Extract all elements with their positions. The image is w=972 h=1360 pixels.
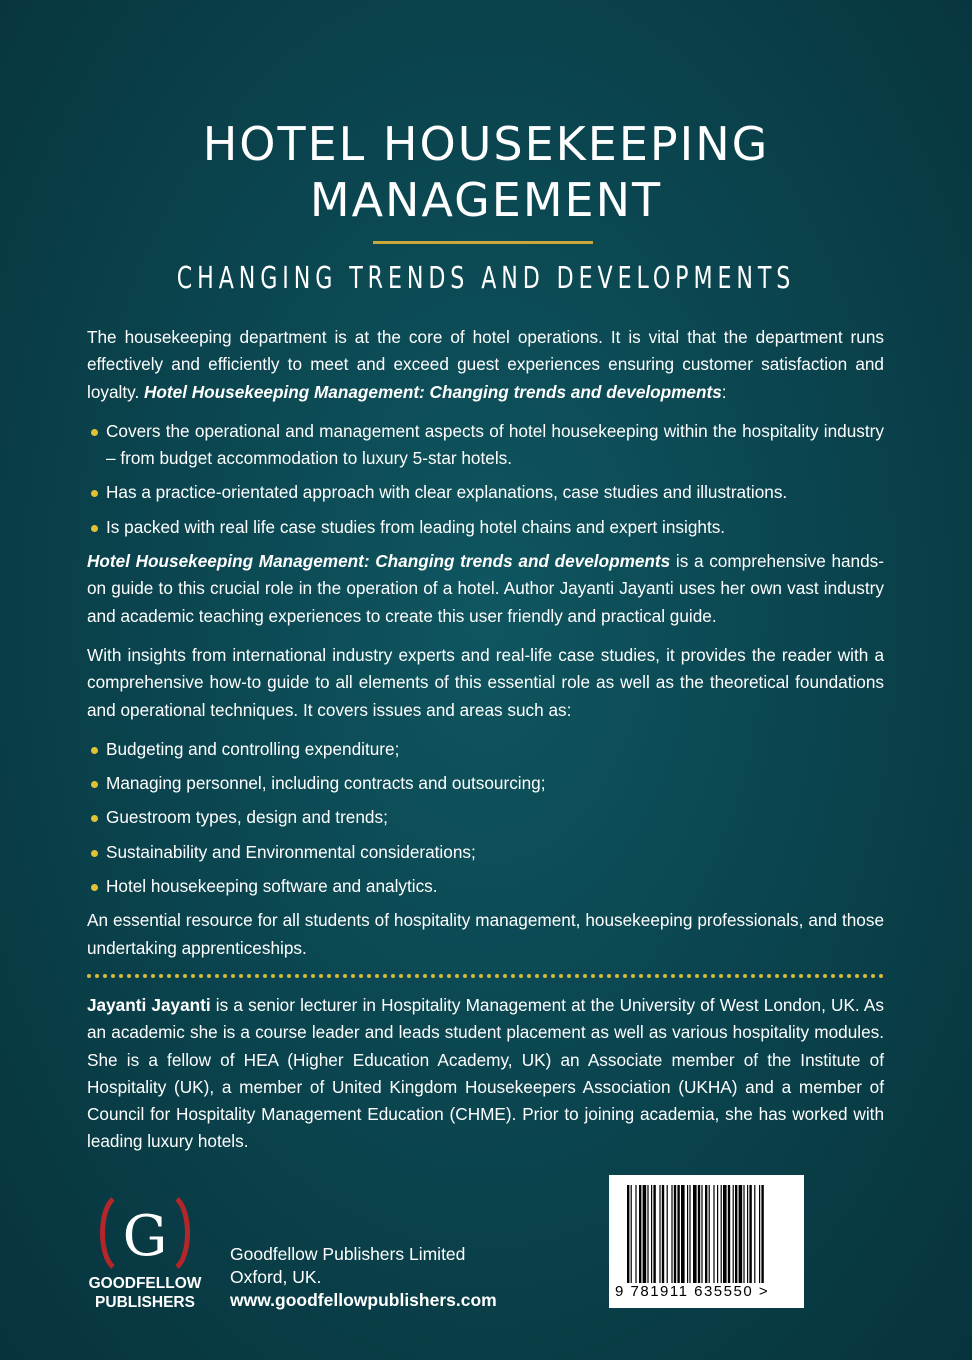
barcode-bar <box>733 1185 734 1283</box>
barcode-bar <box>743 1185 744 1283</box>
list-item-text: Is packed with real life case studies from leading hotel chains and expert insights. <box>106 516 726 537</box>
list-item-text: Covers the operational and management aspects of hotel housekeeping within the hospitality industry – from budget accommodation to luxury 5-star hotels. <box>106 420 884 469</box>
publisher-name: Goodfellow Publishers Limited <box>230 1244 466 1264</box>
author-bio <box>87 992 884 1156</box>
list-item-text: Managing personnel, including contracts and outsourcing; <box>106 773 546 794</box>
description-paragraph <box>87 548 884 630</box>
barcode-bar <box>687 1185 688 1283</box>
barcode-bar <box>671 1185 672 1283</box>
list-item <box>87 479 884 506</box>
svg-text:G: G <box>122 1204 168 1269</box>
coverage-paragraph: With insights from international industry experts and real-life case studies, it provides the reader with a comprehensive how-to guide to all elements of this essential role as well as the theoretical foundations and operational techniques. It covers issues and areas such as: <box>87 644 884 720</box>
topics-list <box>87 736 884 900</box>
isbn-digits: 9 781911 635550 > <box>615 1283 770 1300</box>
bullet-icon <box>91 490 98 497</box>
publisher-logo-icon <box>95 1197 195 1269</box>
publisher-website: www.goodfellowpublishers.com <box>230 1290 497 1310</box>
list-item-text: Hotel housekeeping software and analytics. <box>106 876 438 897</box>
book-title <box>0 116 972 228</box>
barcode-bar <box>705 1185 707 1283</box>
author-bio-text: is a senior lecturer in Hospitality Management at the University of West London, UK. As an academic she is a course leader and leads student placement as well as various hospitality modules. She is a fellow of HEA (Higher Education Academy, UK) an Associate member of the Institute of Hospitality (UK), a member of United Kingdom Housekeepers Association (UKHA) and a member of Council for Hospitality Management Education (CHME). Prior to joining academia, she has worked with leading luxury hotels. <box>87 994 884 1152</box>
intro-text: The housekeeping department is at the core of hotel operations. It is vital that the department runs effectively and efficiently to meet and exceed guest experiences ensuring customer satisfaction and loyalty. <box>87 327 884 402</box>
barcode-bar <box>681 1185 685 1283</box>
book-subtitle: CHANGING TRENDS AND DEVELOPMENTS <box>176 261 796 296</box>
list-item-text: Budgeting and controlling expenditure; <box>106 738 400 759</box>
barcode-bar <box>653 1185 655 1283</box>
barcode-bar <box>659 1185 660 1283</box>
bullet-icon <box>91 525 98 532</box>
bullet-icon <box>91 781 98 788</box>
barcode-bar <box>689 1185 690 1283</box>
publisher-location: Oxford, UK. <box>230 1267 322 1287</box>
title-divider <box>373 241 593 244</box>
barcode-bar <box>643 1185 647 1283</box>
publisher-logo-text <box>80 1274 210 1312</box>
barcode-bar <box>631 1185 632 1283</box>
logo-line-1: GOODFELLOW <box>88 1275 202 1292</box>
barcode-bar <box>709 1185 710 1283</box>
bullet-icon <box>91 747 98 754</box>
barcode-bar <box>639 1185 641 1283</box>
barcode-bar <box>747 1185 748 1283</box>
barcode-bar <box>761 1185 763 1283</box>
list-item <box>87 418 884 473</box>
barcode-bar <box>635 1185 636 1283</box>
description-book-title: Hotel Housekeeping Management: Changing trends and developments <box>87 551 671 572</box>
list-item <box>87 804 884 831</box>
dotted-divider <box>87 974 884 978</box>
barcode-bar <box>677 1185 679 1283</box>
barcode <box>609 1175 804 1308</box>
bullet-icon <box>91 884 98 891</box>
audience-paragraph: An essential resource for all students of hospitality management, housekeeping professionals, and those undertaking apprenticeships. <box>87 910 884 958</box>
list-item <box>87 736 884 763</box>
barcode-bar <box>759 1185 760 1283</box>
book-title-line-1: HOTEL HOUSEKEEPING <box>202 117 770 171</box>
list-item <box>87 514 884 541</box>
barcode-bar <box>647 1185 648 1283</box>
barcode-bar <box>674 1185 676 1283</box>
list-item-text: Sustainability and Environmental considerations; <box>106 841 476 862</box>
barcode-bar <box>693 1185 697 1283</box>
barcode-bar <box>721 1185 722 1283</box>
barcode-bar <box>651 1185 652 1283</box>
barcode-bar <box>754 1185 755 1283</box>
bullet-icon <box>91 815 98 822</box>
barcode-bar <box>698 1185 700 1283</box>
features-list <box>87 418 884 541</box>
barcode-bar <box>627 1185 629 1283</box>
publisher-info <box>230 1243 497 1312</box>
bullet-icon <box>91 429 98 436</box>
author-name: Jayanti Jayanti <box>87 994 211 1015</box>
intro-book-title: Hotel Housekeeping Management: Changing trends and developments <box>144 381 722 402</box>
barcode-bar <box>717 1185 718 1283</box>
intro-colon: : <box>721 381 727 402</box>
list-item-text: Has a practice-orientated approach with clear explanations, case studies and illustrations. <box>106 482 788 503</box>
barcode-bar <box>667 1185 668 1283</box>
barcode-bars <box>609 1175 804 1285</box>
list-item <box>87 873 884 900</box>
list-item <box>87 770 884 797</box>
intro-paragraph <box>87 324 884 406</box>
barcode-bar <box>728 1185 730 1283</box>
barcode-bar <box>701 1185 702 1283</box>
barcode-bar <box>735 1185 737 1283</box>
barcode-bar <box>723 1185 727 1283</box>
barcode-bar <box>713 1185 714 1283</box>
description-text: is a comprehensive hands-on guide to this crucial role in the operation of a hotel. Author Jayanti Jayanti uses her own vast industry and academic teaching experiences to create this user friendly and practical guide. <box>87 551 884 626</box>
blurb <box>87 324 884 1168</box>
barcode-bar <box>749 1185 751 1283</box>
list-item-text: Guestroom types, design and trends; <box>106 807 388 828</box>
list-item <box>87 839 884 866</box>
book-title-line-2: MANAGEMENT <box>309 173 663 227</box>
barcode-bar <box>739 1185 743 1283</box>
logo-line-2: PUBLISHERS <box>95 1294 195 1311</box>
barcode-bar <box>662 1185 664 1283</box>
bullet-icon <box>91 850 98 857</box>
